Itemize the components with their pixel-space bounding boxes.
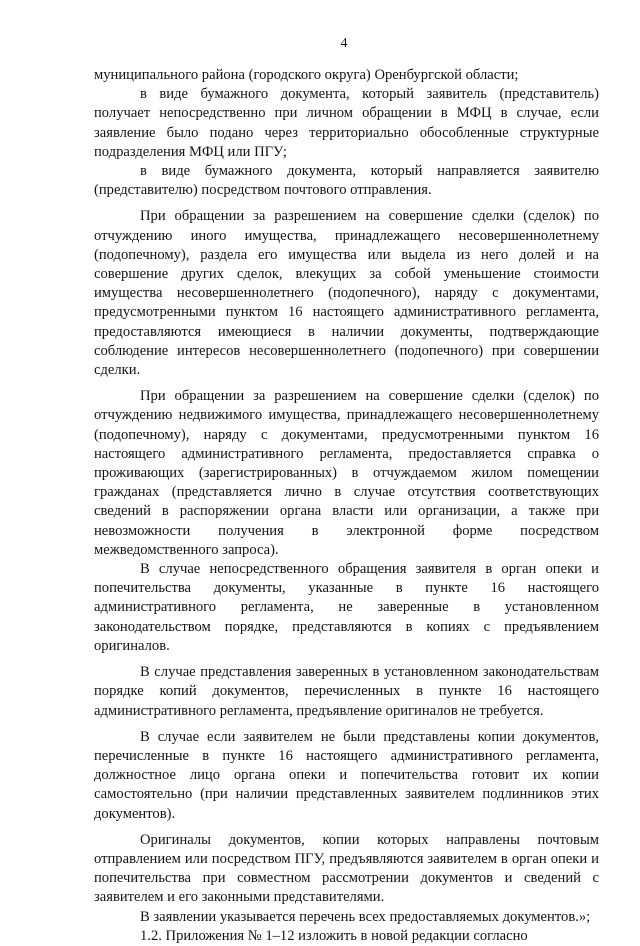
paragraph-2: в виде бумажного документа, который заявитель (представитель) получает непосредственно при личном обращении в МФЦ в случае, если заявление было подано через территориально обособленные структурные подразделения МФЦ или ПГУ;	[94, 86, 599, 160]
page-number: 4	[340, 36, 348, 51]
paragraph-10: В заявлении указывается перечень всех предоставляемых документов.»;	[140, 908, 591, 925]
paragraph-1: муниципального района (городского округа) Оренбургской области;	[94, 67, 519, 83]
paragraph-5: При обращении за разрешением на совершение сделки (сделок) по отчуждению недвижимого имущества, принадлежащего несовершеннолетнему (подопечному), наряду с документами, предусмотренными пунктом 16 настоящего административного регламента, предоставляется справка о проживающих (зарегистрированных) в отчуждаемом жилом помещении гражданах (представляется лично в случае отсутствия соответствующих сведений в распоряжении органа власти или организации, а также при невозможности получения в электронной форме посредством межведомственного запроса).	[94, 388, 599, 558]
paragraph-6: В случае непосредственного обращения заявителя в орган опеки и попечительства документы, указанные в пункте 16 настоящего административного регламента, не заверенные в установленном законодательством порядке, представляются в копиях с предъявлением оригиналов.	[94, 561, 599, 654]
document-body	[94, 66, 599, 946]
paragraph-9: Оригиналы документов, копии которых направлены почтовым отправлением или посредством ПГУ, предъявляются заявителем в орган опеки и попечительства при совместном рассмотрении документов и сведений с заявителем и его законными представителями.	[94, 831, 599, 906]
paragraph-11: 1.2. Приложения № 1–12 изложить в новой редакции согласно	[140, 927, 528, 944]
paragraph-3: в виде бумажного документа, который направляется заявителю (представителю) посредством почтового отправления.	[94, 163, 599, 199]
paragraph-8: В случае если заявителем не были представлены копии документов, перечисленные в пункте 16 настоящего административного регламента, должностное лицо органа опеки и попечительства готовит их копии самостоятельно (при наличии представленных заявителем подлинников этих документов).	[94, 728, 599, 822]
paragraph-7: В случае представления заверенных в установленном законодательствам порядке копий документов, перечисленных в пункте 16 настоящего административного регламента, предъявление оригиналов не требуется.	[94, 664, 599, 719]
paragraph-4: При обращении за разрешением на совершение сделки (сделок) по отчуждению иного имущества, принадлежащего несовершеннолетнему (подопечному), раздела его имущества или выдела из него долей и на совершение других сделок, влекущих за собой уменьшение стоимости имущества несовершеннолетнего (подопечного), наряду с документами, предусмотренными пунктом 16 настоящего административного регламента, предоставляются имеющиеся в наличии документы, подтверждающие соблюдение интересов несовершеннолетнего (подопечного) при совершении сделки.	[94, 208, 599, 379]
